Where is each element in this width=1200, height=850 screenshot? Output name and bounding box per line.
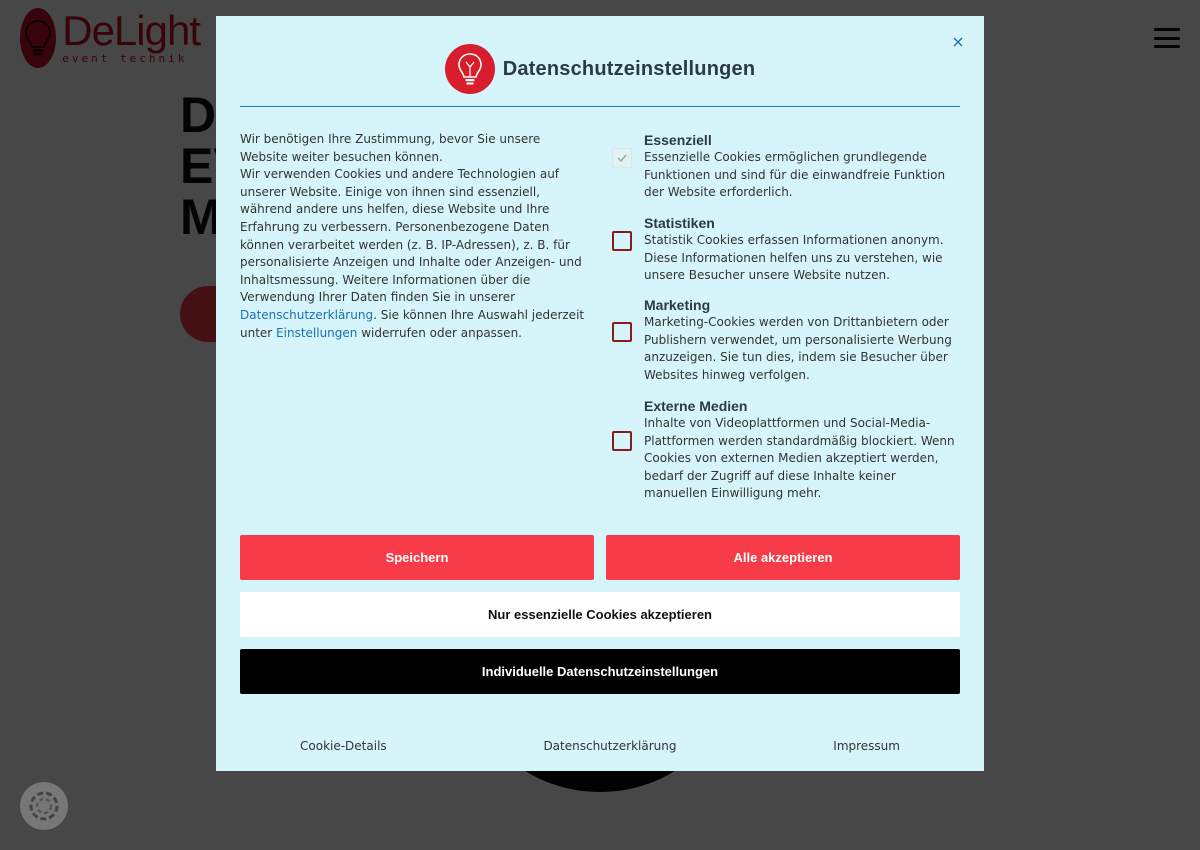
consent-intro-text — [240, 131, 588, 511]
option-description: Essenzielle Cookies ermöglichen grundlegende Funktionen und sind für die einwandfreie Funktion der Website erforderlich. — [644, 150, 946, 200]
statistiken-checkbox[interactable] — [612, 231, 632, 251]
option-title: Externe Medien — [644, 398, 748, 414]
marketing-checkbox[interactable] — [612, 322, 632, 342]
intro-text: . Sie können Ihre Auswahl jederzeit unter — [240, 307, 585, 340]
intro-paragraph-1: Wir benötigen Ihre Zustimmung, bevor Sie unsere Website weiter besuchen können. — [240, 132, 541, 164]
externe-medien-checkbox[interactable] — [612, 431, 632, 451]
dialog-footer — [240, 739, 960, 753]
individual-privacy-settings-button[interactable]: Individuelle Datenschutzeinstellungen — [240, 649, 960, 694]
privacy-settings-fab[interactable] — [20, 782, 68, 830]
imprint-link[interactable]: Impressum — [833, 739, 900, 753]
intro-text: widerrufen oder anpassen. — [357, 325, 522, 340]
option-description: Inhalte von Videoplattformen und Social-Media-Plattformen werden standardmäßig blockiert. Wenn Cookies von externen Medien akzeptiert werden, bedarf der Zugriff auf diese Inhalte keiner manuellen Einwilligung mehr. — [644, 416, 955, 501]
fingerprint-icon — [27, 789, 61, 823]
option-description: Marketing-Cookies werden von Drittanbietern oder Publishern verwendet, um personalisierte Werbung anzuzeigen. Sie tun dies, indem sie Besucher über Websites hinweg verfolgen. — [644, 315, 952, 382]
privacy-policy-link[interactable]: Datenschutzerklärung — [240, 307, 374, 322]
privacy-settings-dialog — [216, 16, 984, 771]
close-icon — [953, 37, 963, 47]
accept-essential-only-button[interactable]: Nur essenzielle Cookies akzeptieren — [240, 592, 960, 637]
close-button[interactable] — [948, 32, 968, 52]
option-title: Statistiken — [644, 215, 715, 231]
dialog-header — [240, 16, 960, 107]
privacy-policy-footer-link[interactable]: Datenschutzerklärung — [543, 739, 677, 753]
cookie-options — [612, 131, 960, 511]
save-button[interactable]: Speichern — [240, 535, 594, 580]
settings-link[interactable]: Einstellungen — [276, 325, 358, 340]
lightbulb-logo-icon — [445, 44, 495, 94]
intro-paragraph-2 — [240, 166, 588, 342]
option-description: Statistik Cookies erfassen Informationen anonym. Diese Informationen helfen uns zu verstehen, wie unsere Besucher unsere Website nutzen. — [644, 233, 944, 283]
cookie-details-link[interactable]: Cookie-Details — [300, 739, 387, 753]
option-title: Marketing — [644, 297, 711, 313]
accept-all-button[interactable]: Alle akzeptieren — [606, 535, 960, 580]
essenziell-checkbox — [612, 148, 632, 168]
checkmark-icon — [617, 154, 627, 162]
intro-text: Wir verwenden Cookies und andere Technologien auf unserer Website. Einige von ihnen sind essenziell, während andere uns helfen, diese Website und Ihre Erfahrung zu verbessern. Personenbezogene Daten können verarbeitet werden (z. B. IP-Adressen), z. B. für personalisierte Anzeigen und Inhalte oder Anzeigen- und Inhaltsmessung. Weitere Informationen über die Verwendung Ihrer Daten finden Sie in unserer — [240, 167, 582, 305]
option-title: Essenziell — [644, 132, 712, 148]
dialog-title: Datenschutzeinstellungen — [502, 57, 756, 80]
